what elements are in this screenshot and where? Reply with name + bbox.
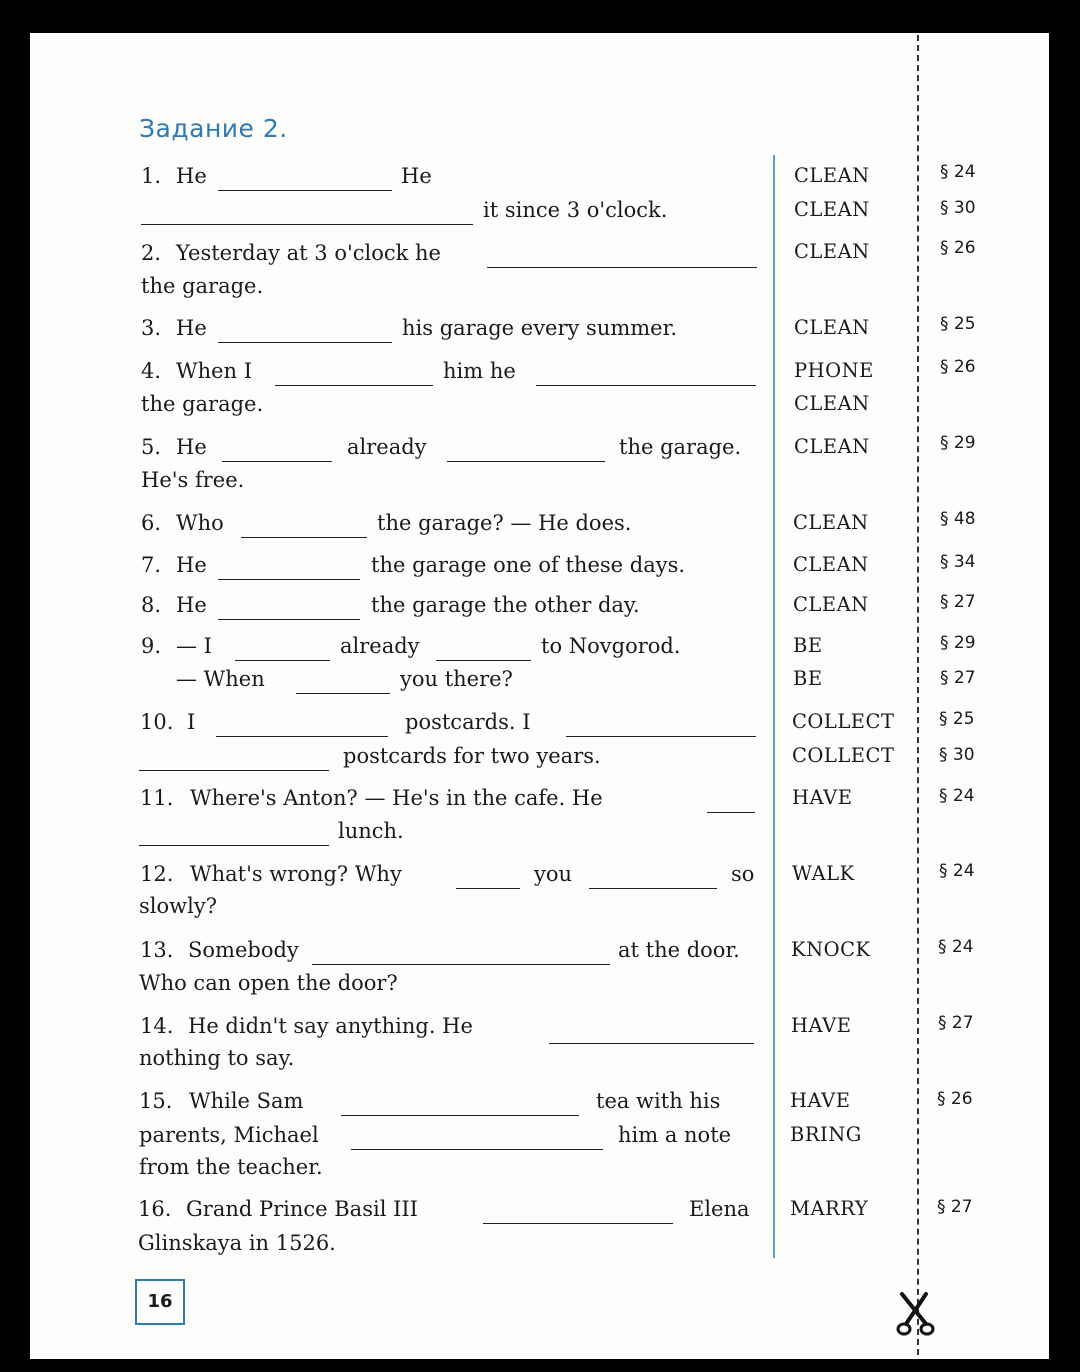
answer-blank[interactable] xyxy=(312,964,610,965)
grammar-reference: § 26 xyxy=(940,357,976,377)
exercise-number: 8. xyxy=(141,593,162,617)
grammar-reference: § 25 xyxy=(940,314,976,334)
exercise-text: nothing to say. xyxy=(139,1046,295,1070)
exercise-text: He xyxy=(401,164,432,188)
answer-blank[interactable] xyxy=(351,1149,603,1150)
exercise-text: postcards. I xyxy=(405,710,531,734)
exercise-text: from the teacher. xyxy=(139,1155,323,1179)
exercise-text: Yesterday at 3 o'clock he xyxy=(176,241,441,265)
grammar-reference: § 48 xyxy=(940,509,976,529)
cut-line xyxy=(917,35,919,1355)
grammar-reference: § 25 xyxy=(939,709,975,729)
answer-blank[interactable] xyxy=(141,224,473,225)
verb-hint: CLEAN xyxy=(793,593,869,616)
exercise-number: 15. xyxy=(139,1089,173,1113)
grammar-reference: § 26 xyxy=(940,238,976,258)
exercise-number: 14. xyxy=(140,1014,174,1038)
verb-hint: CLEAN xyxy=(794,392,870,415)
exercise-number: 4. xyxy=(141,359,162,383)
exercise-text: When I xyxy=(176,359,253,383)
grammar-reference: § 24 xyxy=(939,786,975,806)
answer-blank[interactable] xyxy=(216,736,388,737)
answer-blank[interactable] xyxy=(487,267,757,268)
grammar-reference: § 27 xyxy=(937,1197,973,1217)
exercise-text: What's wrong? Why xyxy=(190,862,402,886)
verb-hint: CLEAN xyxy=(794,435,870,458)
exercise-number: 10. xyxy=(140,710,174,734)
answer-blank[interactable] xyxy=(536,385,756,386)
answer-blank[interactable] xyxy=(139,770,329,771)
page-number: 16 xyxy=(135,1279,185,1325)
grammar-reference: § 24 xyxy=(938,937,974,957)
verb-hint: WALK xyxy=(792,862,855,885)
verb-hint: CLEAN xyxy=(794,240,870,263)
answer-blank[interactable] xyxy=(235,660,330,661)
verb-hint: COLLECT xyxy=(792,744,895,767)
grammar-reference: § 27 xyxy=(938,1013,974,1033)
exercise-number: 11. xyxy=(140,786,174,810)
verb-hint: HAVE xyxy=(792,786,853,809)
grammar-reference: § 29 xyxy=(940,633,976,653)
exercise-text: postcards for two years. xyxy=(343,744,601,768)
verb-hint: CLEAN xyxy=(794,316,870,339)
exercise-text: at the door. xyxy=(618,938,740,962)
exercise-text: you xyxy=(534,862,573,886)
verb-hint: CLEAN xyxy=(793,511,869,534)
exercise-title: Задание 2. xyxy=(139,114,288,143)
verb-hint: BE xyxy=(793,634,823,657)
answer-blank[interactable] xyxy=(447,461,605,462)
verb-hint: CLEAN xyxy=(794,198,870,221)
verb-hint: CLEAN xyxy=(794,164,870,187)
exercise-number: 6. xyxy=(141,511,162,535)
exercise-text: He xyxy=(176,553,207,577)
exercise-number: 16. xyxy=(138,1197,172,1221)
exercise-text: While Sam xyxy=(189,1089,304,1113)
exercise-text: him a note xyxy=(618,1123,732,1147)
grammar-reference: § 30 xyxy=(939,745,975,765)
answer-blank[interactable] xyxy=(566,736,756,737)
exercise-text: the garage. xyxy=(141,392,264,416)
exercise-text: parents, Michael xyxy=(139,1123,319,1147)
answer-blank[interactable] xyxy=(241,537,367,538)
exercise-text: lunch. xyxy=(338,819,404,843)
verb-hint: HAVE xyxy=(790,1089,851,1112)
exercise-text: his garage every summer. xyxy=(402,316,678,340)
answer-blank[interactable] xyxy=(589,888,717,889)
exercise-text: Who xyxy=(176,511,224,535)
grammar-reference: § 30 xyxy=(940,198,976,218)
exercise-text: Grand Prince Basil III xyxy=(186,1197,418,1221)
grammar-reference: § 27 xyxy=(940,668,976,688)
exercise-text: He xyxy=(176,164,207,188)
exercise-text: slowly? xyxy=(139,894,217,918)
grammar-reference: § 24 xyxy=(940,162,976,182)
verb-hint: MARRY xyxy=(790,1197,869,1220)
answer-blank[interactable] xyxy=(222,461,332,462)
answer-blank[interactable] xyxy=(483,1223,673,1224)
grammar-reference: § 34 xyxy=(940,552,976,572)
exercise-text: He didn't say anything. He xyxy=(188,1014,473,1038)
exercise-text: the garage one of these days. xyxy=(371,553,686,577)
exercise-text: Where's Anton? — He's in the cafe. He xyxy=(190,786,603,810)
exercise-number: 12. xyxy=(140,862,174,886)
exercise-text: Glinskaya in 1526. xyxy=(138,1231,336,1255)
answer-blank[interactable] xyxy=(341,1115,579,1116)
exercise-text: so xyxy=(731,862,755,886)
exercise-text: it since 3 o'clock. xyxy=(483,198,668,222)
exercise-text: him he xyxy=(443,359,516,383)
exercise-text: — When xyxy=(176,667,265,691)
exercise-text: Somebody xyxy=(188,938,299,962)
exercise-text: to Novgorod. xyxy=(541,634,681,658)
verb-hint: HAVE xyxy=(791,1014,852,1037)
exercise-number: 2. xyxy=(141,241,162,265)
exercise-number: 3. xyxy=(141,316,162,340)
grammar-reference: § 29 xyxy=(940,433,976,453)
exercise-text: I xyxy=(187,710,196,734)
answer-blank[interactable] xyxy=(436,660,531,661)
column-divider xyxy=(773,155,775,1258)
exercise-text: the garage? — He does. xyxy=(377,511,632,535)
answer-blank[interactable] xyxy=(549,1043,754,1044)
verb-hint: COLLECT xyxy=(792,710,895,733)
answer-blank[interactable] xyxy=(139,845,329,846)
exercise-text: you there? xyxy=(400,667,513,691)
answer-blank[interactable] xyxy=(456,888,520,889)
answer-blank[interactable] xyxy=(296,693,390,694)
exercise-text: He xyxy=(176,593,207,617)
verb-hint: BE xyxy=(793,667,823,690)
exercise-text: He's free. xyxy=(141,468,245,492)
exercise-text: Elena xyxy=(689,1197,750,1221)
exercise-text: already xyxy=(347,435,427,459)
grammar-reference: § 26 xyxy=(937,1089,973,1109)
exercise-text: already xyxy=(340,634,420,658)
exercise-text: tea with his xyxy=(596,1089,721,1113)
exercise-text: the garage. xyxy=(141,274,264,298)
answer-blank[interactable] xyxy=(218,190,392,191)
exercise-number: 5. xyxy=(141,435,162,459)
exercise-number: 9. xyxy=(141,634,162,658)
exercise-number: 1. xyxy=(141,164,162,188)
grammar-reference: § 27 xyxy=(940,592,976,612)
answer-blank[interactable] xyxy=(707,812,755,813)
answer-blank[interactable] xyxy=(218,619,360,620)
verb-hint: BRING xyxy=(790,1123,862,1146)
exercise-text: the garage. xyxy=(619,435,742,459)
verb-hint: PHONE xyxy=(794,359,874,382)
verb-hint: KNOCK xyxy=(791,938,871,961)
grammar-reference: § 24 xyxy=(939,861,975,881)
answer-blank[interactable] xyxy=(218,579,360,580)
exercise-text: He xyxy=(176,316,207,340)
verb-hint: CLEAN xyxy=(793,553,869,576)
scissors-icon xyxy=(892,1290,940,1338)
exercise-text: He xyxy=(176,435,207,459)
answer-blank[interactable] xyxy=(275,385,433,386)
exercise-text: — I xyxy=(176,634,212,658)
exercise-text: Who can open the door? xyxy=(139,971,398,995)
exercise-number: 7. xyxy=(141,553,162,577)
exercise-text: the garage the other day. xyxy=(371,593,640,617)
answer-blank[interactable] xyxy=(218,342,392,343)
exercise-number: 13. xyxy=(140,938,174,962)
